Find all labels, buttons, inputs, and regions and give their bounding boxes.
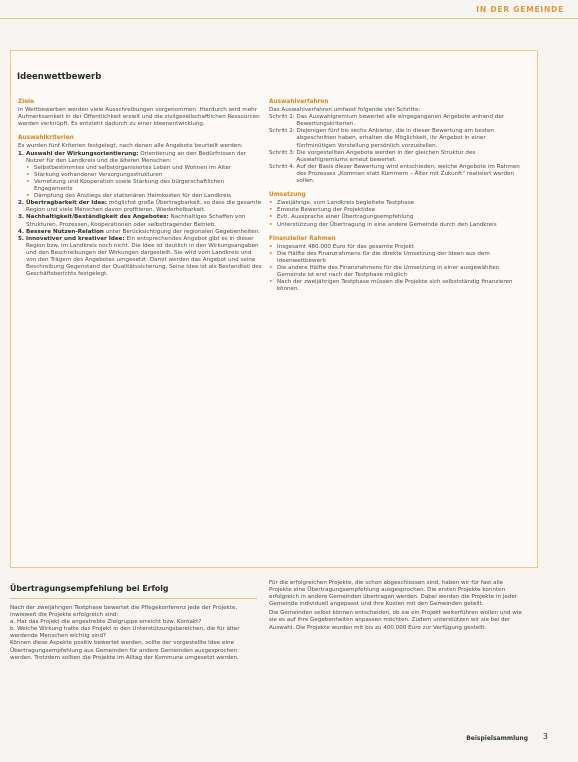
bullet-icon: • <box>269 279 273 286</box>
verfahren-intro: Das Auswahlverfahren umfasst folgende vier Schritte: <box>269 107 421 114</box>
criterion-text: unter Berücksichtigung der regionalen Gegebenheiten. <box>105 228 261 235</box>
sub-bullet-item: • Dämpfung des Anstiegs der stationären Heimkosten für den Landkreis <box>26 193 232 200</box>
criterion-title: Übertragbarkeit der Idee: <box>26 200 108 207</box>
criterion-title: Bessere Nutzen-Relation <box>26 228 104 235</box>
step-text: Diejenigen fünf bis sechs Anbieter, die in dieser Bewertung am besten abgeschnitten haben, erhalten die Möglichkeit, ihr Angebot in einer fünfminütigen Vorstellung persönlich vorzustellen. <box>296 128 494 149</box>
bullet-icon: • <box>269 200 273 207</box>
finanz-item: • Insgesamt 480.000 Euro für das gesamte Projekt <box>269 243 414 250</box>
box-right-column <box>269 99 523 293</box>
bullet-icon: • <box>26 193 30 200</box>
verfahren-heading: Auswahlverfahren <box>269 99 329 105</box>
criterion-item <box>18 229 262 236</box>
box-title: Ideenwettbewerb <box>17 72 102 82</box>
procedure-step <box>269 128 523 149</box>
bottom-left-item: a. Hat das Projekt die angestrebte Zielgruppe erreicht bzw. Kontakt? <box>10 619 202 626</box>
umsetzung-item: • Evtl. Aussprache einer Übertragungsempfehlung <box>269 214 414 221</box>
finanz-heading: Finanzieller Rahmen <box>269 235 336 242</box>
finanz-item: • Die Hälfte des Finanzrahmens für die direkte Umsetzung der Ideen aus dem Ideenwettbewerb <box>269 250 490 264</box>
umsetzung-item: • Erneute Bewertung der Projektidee <box>269 207 376 214</box>
criterion-text: Nachhaltiges Schaffen von Strukturen, Prozessen, Kooperationen oder selbsttragender Betrieb. <box>26 214 246 228</box>
step-text: Auf der Basis dieser Bewertung wird entschieden, welche Angebote im Rahmen des Prozesses „Kommen statt Kümmern – Älter mit Zukunft“ realisiert werden sollen. <box>296 163 520 185</box>
bottom-right-column <box>269 580 523 632</box>
sub-bullet-item: • Selbstbestimmtes und selbstorganisiertes Leben und Wohnen im Alter <box>26 164 232 171</box>
kriterien-heading: Auswahlkriterien <box>18 135 74 142</box>
criterion-item <box>18 200 262 214</box>
section-tag: IN DER GEMEINDE <box>476 5 564 14</box>
finanz-item: • Die andere Hälfte des Finanzrahmens für die Umsetzung in einer ausgewählten Gemeinde ist erst nach der Testphase möglich <box>269 264 500 279</box>
bottom-rule <box>10 598 257 599</box>
criterion-number: 3. <box>18 214 25 221</box>
bullet-icon: • <box>269 250 273 257</box>
criterion-item <box>18 151 262 165</box>
criterion-item <box>18 214 262 228</box>
box-left-column <box>18 99 262 278</box>
ziele-heading: Ziele <box>18 99 35 105</box>
step-label: Schritt 3: <box>269 149 295 156</box>
criterion-number: 1. <box>18 150 25 157</box>
bottom-left-item: b. Welche Wirkung hatte das Projekt in den Unterstützungsbereichen, die für älter werdende Menschen wichtig sind? <box>10 626 240 640</box>
bottom-left-intro: Nach der zweijährigen Testphase bewertet die Pflegekonferenz jede der Projekte, inwieweit die Projekte erfolgreich sind: <box>10 605 238 619</box>
bullet-icon: • <box>269 243 273 250</box>
criterion-item <box>18 236 262 279</box>
criterion-number: 4. <box>18 228 25 235</box>
procedure-step <box>269 150 523 164</box>
kriterien-intro: Es wurden fünf Kriterien festgelegt, nach denen alle Angebote beurteilt werden: <box>18 143 243 150</box>
criterion-number: 2. <box>18 200 25 207</box>
step-text: Die vorgestellten Angebote werden in der gleichen Struktur des Auswahlgremiums erneut bewertet. <box>296 149 476 163</box>
step-text: Das Auswahlgremium bewertet alle eingegangenen Angebote anhand der Bewertungskriterien. <box>296 114 505 128</box>
bottom-left-column <box>10 605 257 662</box>
criterion-text: möglichst große Übertragbarkeit, so dass die gesamte Region und viele Menschen davon profitieren. Wiederholbarkeit. <box>26 200 262 214</box>
bullet-icon: • <box>26 178 30 185</box>
umsetzung-item: • Unterstützung der Übertragung in eine andere Gemeinde durch den Landkreis <box>269 221 497 228</box>
page-number: 3 <box>542 732 548 741</box>
bullet-icon: • <box>26 164 30 171</box>
footer-label: Beispielsammlung <box>466 735 528 742</box>
bottom-right-para: Für die erfolgreichen Projekte, die schon abgeschlossen sind, haben wir für fast alle Projekte eine Übertragungsempfehlung ausgesprochen. Die ersten Projekte konnten erfolgreich in andere Gemeinden übertragen werden. Dabei werden die Projekte in jeder Gemeinde individuell angepasst und ihre Kosten mit den Gemeinden geteilt. <box>269 580 518 608</box>
criterion-text: Orientierung an den Bedürfnissen der Nutzer für den Landkreis und die älteren Menschen: <box>26 150 247 164</box>
bullet-icon: • <box>26 171 30 178</box>
header-rule <box>0 18 578 19</box>
procedure-step <box>269 164 523 185</box>
step-label: Schritt 4: <box>269 163 295 170</box>
umsetzung-item: • Zweijährige, vom Landkreis begleitete Testphase <box>269 200 415 207</box>
bottom-left-tail: Können diese Aspekte positiv bewertet werden, sollte der vorgestellte Idee eine Übertragungsempfehlung aus Gemeinden für andere Gemeinden ausgesprochen werden. Trotzdem sollten die Projekte im Alltag der Kommune umgesetzt werden. <box>10 640 239 661</box>
bullet-icon: • <box>269 207 273 214</box>
umsetzung-heading: Umsetzung <box>269 192 306 199</box>
sub-bullet-item: • Vernetzung und Kooperation sowie Stärkung des bürgerschaftlichen Engagements <box>26 178 225 193</box>
procedure-step <box>269 114 523 128</box>
criterion-number: 5. <box>18 235 25 242</box>
step-label: Schritt 1: <box>269 114 295 121</box>
criterion-title: Innovativer und kreativer Idee: <box>26 235 125 242</box>
bullet-icon: • <box>269 214 273 221</box>
bullet-icon: • <box>269 264 273 271</box>
criterion-title: Auswahl der Wirkungsorientierung: <box>26 150 139 157</box>
finanz-item: • Nach der zweijährigen Testphase müssen die Projekte sich selbstständig finanzieren können. <box>269 279 513 293</box>
step-label: Schritt 2: <box>269 128 295 135</box>
criterion-text: Ein entsprechendes Angebot gibt es in dieser Region bzw. im Landkreis noch nicht. Die Idee ist deutlich in den Wirkungsangaben und den Beschreibungen der Wirkungen dargestellt. Sie wird vom Landkreis und von den Trägern des Angebotes umgesetzt. Damit werden das Angebot und seine Beschreibung Gegenstand der Qualitätssicherung. Seine Idee ist als Bestandteil des Geschäftsberichts festgelegt. <box>26 235 262 278</box>
ziele-text: In Wettbewerben werden viele Ausschreibungen vorgenommen. Hierdurch wird mehr Aufmerksamkeit in der Öffentlichkeit erzielt und die zivilgesellschaftlichen Ressourcen werden verknüpft. Es entsteht dadurch zu einer Ideenentwicklung. <box>18 107 260 128</box>
bottom-right-para: Die Gemeinden selbst können entscheiden, ob sie ein Projekt weiterführen wollen und wie sie es auf ihre Gegebenheiten anpassen möchten. Zudem unterstützen wir sie bei der Auswahl. Die Projekte wurden mit bis zu 400.000 Euro zur Verfügung gestellt. <box>269 610 522 631</box>
bullet-icon: • <box>269 221 273 228</box>
criterion-title: Nachhaltigkeit/Beständigkeit des Angebotes: <box>26 214 169 221</box>
sub-bullet-item: • Stärkung vorhandener Versorgungsstrukturen <box>26 171 163 178</box>
bottom-heading: Übertragungsempfehlung bei Erfolg <box>10 584 169 593</box>
